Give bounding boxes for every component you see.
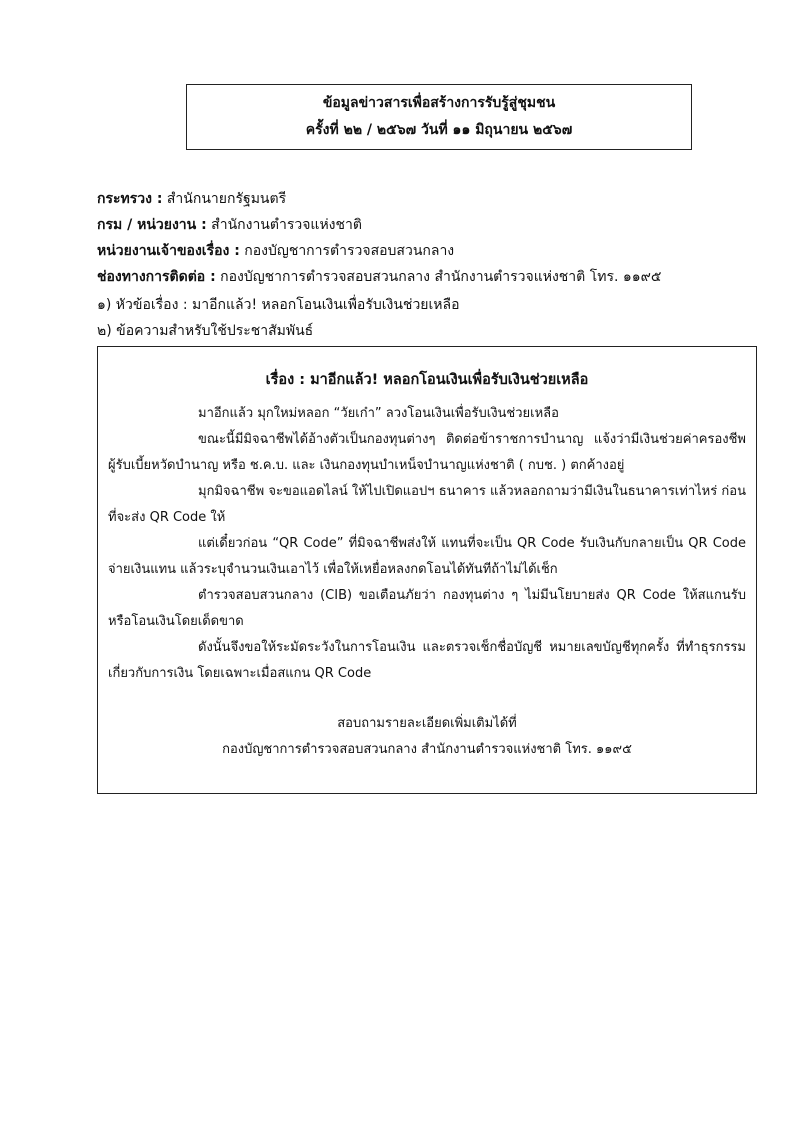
footer-inquiry: สอบถามรายละเอียดเพิ่มเติมได้ที่ xyxy=(337,716,517,731)
footer-contact: กองบัญชาการตำรวจสอบสวนกลาง สำนักงานตำรวจแห่งชาติ โทร. ๑๑๙๕ xyxy=(222,742,632,757)
meta-owner-label: หน่วยงานเจ้าของเรื่อง : xyxy=(97,243,240,259)
header-issue-date: ครั้งที่ ๒๒ / ๒๕๖๗ วันที่ ๑๑ มิถุนายน ๒๕๖๗ xyxy=(305,122,573,138)
meta-ministry-label: กระทรวง : xyxy=(97,191,163,207)
paragraph-1-text: มาอีกแล้ว มุกใหม่หลอก “วัยเก๋า” ลวงโอนเงินเพื่อรับเงินช่วยเหลือ xyxy=(198,406,559,421)
topics-section xyxy=(97,292,460,344)
document-header-box xyxy=(186,84,692,150)
paragraph-6 xyxy=(108,635,746,687)
paragraph-3 xyxy=(108,479,746,531)
paragraph-6-text: ดังนั้นจึงขอให้ระมัดระวังในการโอนเงิน และตรวจเช็กชื่อบัญชี หมายเลขบัญชีทุกครั้ง ที่ทำธุรกรรมเกี่ยวกับการเงิน โดยเฉพาะเมื่อสแกน QR Code xyxy=(108,640,746,681)
paragraph-5 xyxy=(108,583,746,635)
spacer xyxy=(108,687,746,711)
paragraph-2-text: ขณะนี้มีมิจฉาชีพได้อ้างตัวเป็นกองทุนต่างๆ ติดต่อข้าราชการบำนาญ แจ้งว่ามีเงินช่วยค่าครองชีพผู้รับเบี้ยหวัดบำนาญ หรือ ช.ค.บ. และ เงินกองทุนบำเหน็จบำนาญแห่งชาติ ( กบช. ) ตกค้างอยู่ xyxy=(108,432,746,473)
paragraph-1 xyxy=(108,401,746,427)
meta-department-label: กรม / หน่วยงาน : xyxy=(97,217,207,233)
meta-ministry-value: สำนักนายกรัฐมนตรี xyxy=(166,191,287,207)
announcement-box xyxy=(97,346,757,794)
meta-contact-label: ช่องทางการติดต่อ : xyxy=(97,269,216,285)
paragraph-4-text: แต่เดี๋ยวก่อน “QR Code” ที่มิจฉาชีพส่งให้ แทนที่จะเป็น QR Code รับเงินกับกลายเป็น QR Code จ่ายเงินแทน แล้วระบุจำนวนเงินเอาไว้ เพื่อให้เหยื่อหลงกดโอนได้ทันทีถ้าไม่ได้เช็ก xyxy=(108,536,746,577)
paragraph-4 xyxy=(108,531,746,583)
paragraph-5-text: ตำรวจสอบสวนกลาง (CIB) ขอเตือนภัยว่า กองทุนต่าง ๆ ไม่มีนโยบายส่ง QR Code ให้สแกนรับหรือโอนเงินโดยเด็ดขาด xyxy=(108,588,746,629)
meta-department-value: สำนักงานตำรวจแห่งชาติ xyxy=(211,217,362,233)
paragraph-3-text: มุกมิจฉาชีพ จะขอแอดไลน์ ให้ไปเปิดแอปฯ ธนาคาร แล้วหลอกถามว่ามีเงินในธนาคารเท่าไหร่ ก่อนที่จะส่ง QR Code ให้ xyxy=(108,484,746,525)
meta-contact xyxy=(97,264,662,290)
header-title: ข้อมูลข่าวสารเพื่อสร้างการรับรู้สู่ชุมชน xyxy=(322,95,556,111)
meta-department xyxy=(97,212,662,238)
meta-ministry xyxy=(97,186,662,212)
meta-section xyxy=(97,186,662,290)
meta-contact-value: กองบัญชาการตำรวจสอบสวนกลาง สำนักงานตำรวจแห่งชาติ โทร. ๑๑๙๕ xyxy=(220,269,662,285)
meta-owner-value: กองบัญชาการตำรวจสอบสวนกลาง xyxy=(244,243,455,259)
topic-item-2: ๒) ข้อความสำหรับใช้ประชาสัมพันธ์ xyxy=(97,323,314,339)
meta-owner xyxy=(97,238,662,264)
topic-item-1: ๑) หัวข้อเรื่อง : มาอีกแล้ว! หลอกโอนเงินเพื่อรับเงินช่วยเหลือ xyxy=(97,297,460,313)
paragraph-2 xyxy=(108,427,746,479)
announcement-subject: เรื่อง : มาอีกแล้ว! หลอกโอนเงินเพื่อรับเงินช่วยเหลือ xyxy=(265,372,589,388)
